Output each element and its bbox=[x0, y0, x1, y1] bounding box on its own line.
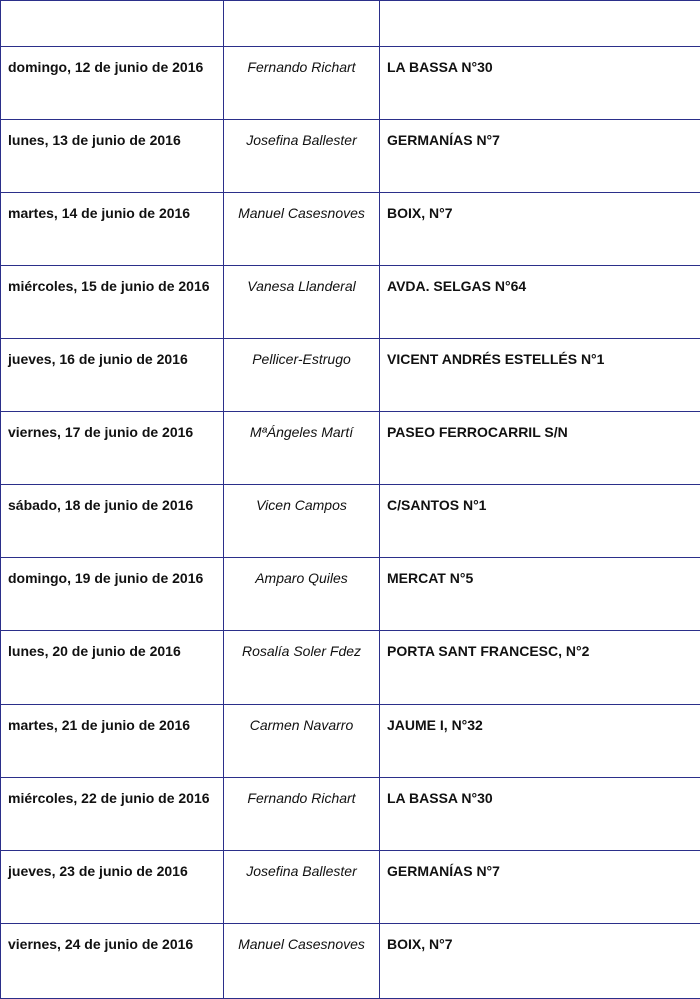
empty-date-cell bbox=[1, 1, 224, 47]
table-row bbox=[1, 119, 700, 192]
person-name-text: Vicen Campos bbox=[256, 497, 347, 514]
date-cell bbox=[1, 339, 224, 412]
address-cell bbox=[380, 192, 700, 265]
table-row bbox=[1, 850, 700, 923]
table-row bbox=[1, 704, 700, 777]
person-name-text: Manuel Casesnoves bbox=[238, 935, 365, 952]
person-name-text: Amparo Quiles bbox=[255, 570, 348, 587]
date-text: viernes, 17 de junio de 2016 bbox=[8, 424, 194, 441]
date-text: jueves, 23 de junio de 2016 bbox=[8, 862, 188, 879]
name-cell bbox=[224, 119, 380, 192]
date-text: viernes, 24 de junio de 2016 bbox=[8, 935, 194, 952]
address-cell bbox=[380, 412, 700, 485]
date-text: domingo, 19 de junio de 2016 bbox=[8, 570, 204, 587]
date-cell bbox=[1, 485, 224, 558]
address-cell bbox=[380, 558, 700, 631]
address-cell bbox=[380, 485, 700, 558]
address-cell bbox=[380, 339, 700, 412]
person-name-text: Rosalía Soler Fdez bbox=[241, 643, 362, 660]
address-text: AVDA. SELGAS N°64 bbox=[387, 277, 527, 294]
name-cell bbox=[224, 558, 380, 631]
person-name-text: Fernando Richart bbox=[247, 789, 356, 806]
address-text: PASEO FERROCARRIL S/N bbox=[387, 424, 568, 441]
table-row bbox=[1, 339, 700, 412]
date-text: martes, 14 de junio de 2016 bbox=[8, 204, 191, 221]
address-text: JAUME I, N°32 bbox=[387, 716, 483, 733]
date-cell bbox=[1, 923, 224, 998]
name-cell bbox=[224, 923, 380, 998]
person-name-text: Vanesa Llanderal bbox=[247, 277, 356, 294]
address-text: PORTA SANT FRANCESC, N°2 bbox=[387, 643, 590, 660]
address-text: BOIX, N°7 bbox=[387, 204, 453, 221]
address-text: MERCAT N°5 bbox=[387, 570, 474, 587]
address-cell bbox=[380, 119, 700, 192]
name-cell bbox=[224, 485, 380, 558]
table-row bbox=[1, 46, 700, 119]
table-row bbox=[1, 631, 700, 704]
date-text: miércoles, 15 de junio de 2016 bbox=[8, 277, 210, 294]
date-text: domingo, 12 de junio de 2016 bbox=[8, 58, 204, 75]
person-name-text: Manuel Casesnoves bbox=[238, 204, 365, 221]
name-cell bbox=[224, 46, 380, 119]
empty-address-cell bbox=[380, 1, 700, 47]
table-row bbox=[1, 485, 700, 558]
address-cell bbox=[380, 704, 700, 777]
name-cell bbox=[224, 192, 380, 265]
address-text: VICENT ANDRÉS ESTELLÉS N°1 bbox=[387, 351, 605, 368]
date-text: jueves, 16 de junio de 2016 bbox=[8, 351, 188, 368]
person-name-text: Carmen Navarro bbox=[249, 716, 354, 733]
address-cell bbox=[380, 46, 700, 119]
person-name-text: Pellicer-Estrugo bbox=[252, 351, 351, 368]
date-cell bbox=[1, 265, 224, 338]
date-cell bbox=[1, 558, 224, 631]
person-name-text: Fernando Richart bbox=[247, 58, 356, 75]
date-cell bbox=[1, 192, 224, 265]
name-cell bbox=[224, 777, 380, 850]
empty-top-row bbox=[1, 1, 700, 47]
address-cell bbox=[380, 923, 700, 998]
address-cell bbox=[380, 777, 700, 850]
date-text: lunes, 13 de junio de 2016 bbox=[8, 131, 181, 148]
address-cell bbox=[380, 265, 700, 338]
address-text: BOIX, N°7 bbox=[387, 935, 453, 952]
name-cell bbox=[224, 850, 380, 923]
empty-name-cell bbox=[224, 1, 380, 47]
table-row bbox=[1, 558, 700, 631]
date-text: martes, 21 de junio de 2016 bbox=[8, 716, 191, 733]
table-row bbox=[1, 265, 700, 338]
name-cell bbox=[224, 704, 380, 777]
address-text: C/SANTOS N°1 bbox=[387, 497, 487, 514]
address-text: GERMANÍAS N°7 bbox=[387, 862, 500, 879]
table-row bbox=[1, 777, 700, 850]
name-cell bbox=[224, 412, 380, 485]
address-text: GERMANÍAS N°7 bbox=[387, 131, 500, 148]
address-text: LA BASSA N°30 bbox=[387, 789, 493, 806]
date-cell bbox=[1, 631, 224, 704]
name-cell bbox=[224, 265, 380, 338]
person-name-text: MªÁngeles Martí bbox=[249, 424, 354, 441]
address-cell bbox=[380, 631, 700, 704]
person-name-text: Josefina Ballester bbox=[246, 862, 357, 879]
date-cell bbox=[1, 46, 224, 119]
date-cell bbox=[1, 850, 224, 923]
table-row bbox=[1, 192, 700, 265]
date-text: lunes, 20 de junio de 2016 bbox=[8, 643, 181, 660]
name-cell bbox=[224, 631, 380, 704]
person-name-text: Josefina Ballester bbox=[246, 131, 357, 148]
address-text: LA BASSA N°30 bbox=[387, 58, 493, 75]
date-text: sábado, 18 de junio de 2016 bbox=[8, 497, 194, 514]
table-row bbox=[1, 923, 700, 998]
table-row bbox=[1, 412, 700, 485]
date-cell bbox=[1, 119, 224, 192]
address-cell bbox=[380, 850, 700, 923]
date-text: miércoles, 22 de junio de 2016 bbox=[8, 789, 210, 806]
name-cell bbox=[224, 339, 380, 412]
date-cell bbox=[1, 412, 224, 485]
date-cell bbox=[1, 704, 224, 777]
date-cell bbox=[1, 777, 224, 850]
